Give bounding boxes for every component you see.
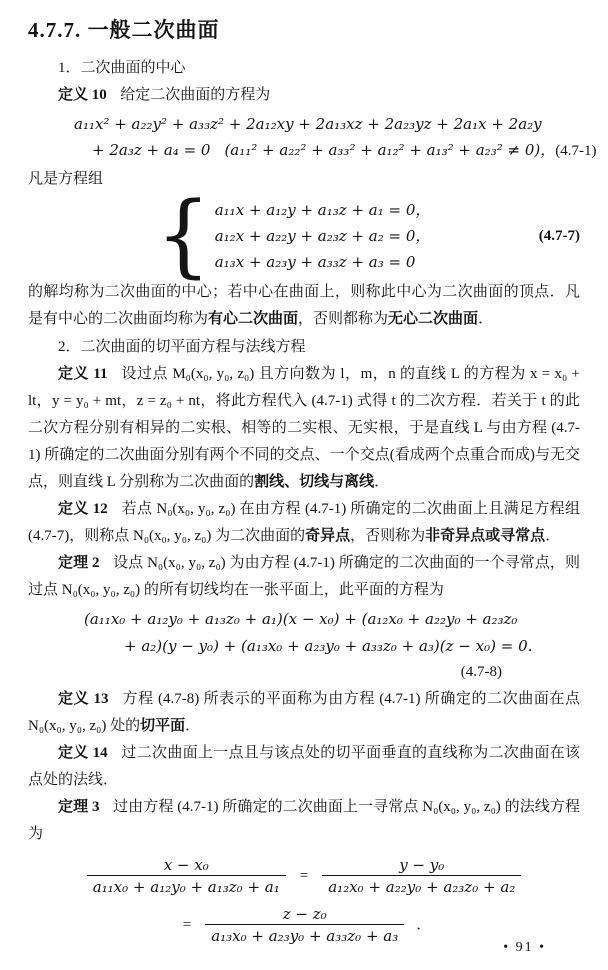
- equation-4-7-8: [28, 606, 580, 684]
- equation-4-7-7-number: (4.7-7): [538, 227, 580, 244]
- equation-4-7-1-number: (4.7-1): [555, 143, 597, 159]
- definition-14-paragraph: [28, 740, 580, 794]
- end-period: ．: [416, 916, 432, 933]
- fraction-x-denominator: a₁₁x₀ + a₁₂y₀ + a₁₃z₀ + a₁: [87, 875, 286, 897]
- equation-4-7-1-line2: [28, 137, 597, 164]
- subsection-1-title: 1．二次曲面的中心: [58, 60, 186, 76]
- definition-10-paragraph: [28, 82, 580, 109]
- definition-13-end: ．: [185, 718, 201, 734]
- definition-11-end: ．: [374, 474, 390, 490]
- theorem-3-label: 定理 3: [58, 799, 100, 815]
- definition-13-bold-term: 切平面: [140, 718, 186, 734]
- center-bold-1: 有心二次曲面: [208, 311, 299, 327]
- theorem-2-paragraph: [28, 550, 580, 604]
- fraction-z-numerator: z − z₀: [282, 905, 327, 923]
- definition-13-paragraph: [28, 686, 580, 740]
- theorem-2-label: 定理 2: [58, 555, 100, 571]
- definition-11-bold-term: 割线、切线与离线: [254, 474, 375, 490]
- fraction-z-denominator: a₁₃x₀ + a₂₃y₀ + a₃₃z₀ + a₃: [205, 924, 404, 946]
- system-line-1: a₁₁x + a₁₂y + a₁₃z + a₁ = 0，: [214, 201, 431, 219]
- equation-4-7-8-number: (4.7-8): [460, 664, 502, 680]
- definition-13-text: 方程 (4.7-8) 所表示的平面称为由方程 (4.7-1) 所确定的二次曲面在点 N₀(x₀, y₀, z₀) 处的: [28, 691, 580, 734]
- fraction-y-denominator: a₁₂x₀ + a₂₂y₀ + a₂₃z₀ + a₂: [322, 875, 521, 897]
- definition-12-text-3: ．: [545, 528, 561, 544]
- definition-14-text: 过二次曲面上一点且与该点处的切平面垂直的直线称为二次曲面在该点处的法线．: [28, 745, 580, 788]
- definition-12-paragraph: [28, 496, 580, 550]
- equals-sign-2: =: [182, 916, 192, 933]
- equation-4-7-7: [28, 184, 580, 288]
- theorem-3-paragraph: [28, 794, 580, 848]
- definition-14-label: 定义 14: [58, 745, 108, 761]
- equation-4-7-8-line1: (a₁₁x₀ + a₁₂y₀ + a₁₃z₀ + a₁)(x − x₀) + (a₁₂x₀ + a₂₂y₀ + a₂₃z₀: [84, 610, 518, 628]
- definition-10-label: 定义 10: [58, 87, 107, 103]
- center-bold-2: 无心二次曲面: [388, 311, 479, 327]
- fraction-x-numerator: x − x₀: [163, 856, 209, 874]
- system-lines: [215, 197, 431, 275]
- equation-4-7-1: [28, 111, 597, 164]
- definition-12-label: 定义 12: [58, 501, 108, 517]
- theorem-3-text-2: 的法线方程为: [28, 799, 580, 842]
- equation-4-7-1-line1: a₁₁x² + a₂₂y² + a₃₃z² + 2a₁₂xy + 2a₁₃xz + 2a₂₃yz + 2a₁x + 2a₂y: [74, 115, 542, 133]
- system-line-2: a₁₂x + a₂₂y + a₂₃z + a₂ = 0，: [214, 227, 431, 245]
- pre-system-text: 凡是方程组: [28, 171, 104, 187]
- center-definition-paragraph: [28, 279, 580, 333]
- equals-sign: =: [299, 867, 309, 884]
- left-brace: {: [156, 184, 211, 288]
- definition-10-text: 给定二次曲面的方程为: [120, 87, 271, 103]
- definition-11-label: 定义 11: [58, 366, 108, 382]
- definition-13-label: 定义 13: [58, 691, 109, 707]
- fraction-y: [322, 855, 521, 897]
- normal-line-equation-row2: [28, 904, 580, 946]
- equation-system: [156, 184, 431, 288]
- definition-12-bold-1: 奇异点: [305, 528, 351, 544]
- section-heading: 4.7.7. 一般二次曲面: [28, 18, 220, 42]
- theorem-3-text-1: 过由方程 (4.7-1) 所确定的二次曲面上一寻常点 N₀(x₀, y₀, z₀): [113, 799, 505, 815]
- theorem-2-text: 设点 N₀(x₀, y₀, z₀) 为由方程 (4.7-1) 所确定的二次曲面的一个寻常点，则过点 N₀(x₀, y₀, z₀) 的所有切线均在一张平面上，此平面的方程为: [28, 555, 580, 598]
- equation-4-7-8-line2: + a₂)(y − y₀) + (a₁₃x₀ + a₂₃y₀ + a₃₃z₀ + a₃)(z − x₀) = 0．: [124, 637, 543, 655]
- equation-4-7-1-line2-lhs: + 2a₃z + a₄ = 0: [92, 141, 211, 159]
- center-text-2: ，否则都称为: [298, 311, 389, 327]
- fraction-z: [205, 904, 404, 946]
- definition-12-text-2: ，否则称为: [350, 528, 426, 544]
- normal-line-equation-row1: [28, 855, 580, 897]
- definition-12-bold-2: 非奇异点或寻常点: [425, 528, 546, 544]
- page-number: • 91 •: [503, 940, 546, 955]
- equation-4-7-1-condition: (a₁₁² + a₂₂² + a₃₃² + a₁₂² + a₁₃² + a₂₃² ≠ 0)，: [224, 141, 556, 159]
- center-text-1: 的解均称为二次曲面的中心；若中心在曲面上，则称此中心为二次曲面的顶点．凡是有中心的二次曲面均称为: [28, 284, 580, 327]
- fraction-y-numerator: y − y₀: [399, 856, 445, 874]
- definition-11-paragraph: [28, 361, 580, 496]
- definition-11-text: 设过点 M₀(x₀, y₀, z₀) 且方向数为 l，m，n 的直线 L 的方程为 x = x₀ + lt，y = y₀ + mt，z = z₀ + nt，将此方程代入 (4.7-1) 式得 t 的二次方程．若关于 t 的此二次方程分别有相异的二实根、相等的二实根、无实根，于是直线 L 与由方程 (4.7-1) 所确定的二次曲面分别有两个不同的交点、一个交点(看成两个点重合而成)与无交点，则直线 L 分别称为二次曲面的: [28, 366, 580, 490]
- definition-12-text-1: 若点 N₀(x₀, y₀, z₀) 在由方程 (4.7-1) 所确定的二次曲面上且满足方程组 (4.7-7)，则称点 N₀(x₀, y₀, z₀) 为二次曲面的: [28, 501, 580, 544]
- fraction-x: [87, 855, 286, 897]
- system-line-3: a₁₃x + a₂₃y + a₃₃z + a₃ = 0: [214, 253, 416, 271]
- subsection-2-title: 2．二次曲面的切平面方程与法线方程: [58, 339, 306, 355]
- center-text-3: ．: [478, 311, 494, 327]
